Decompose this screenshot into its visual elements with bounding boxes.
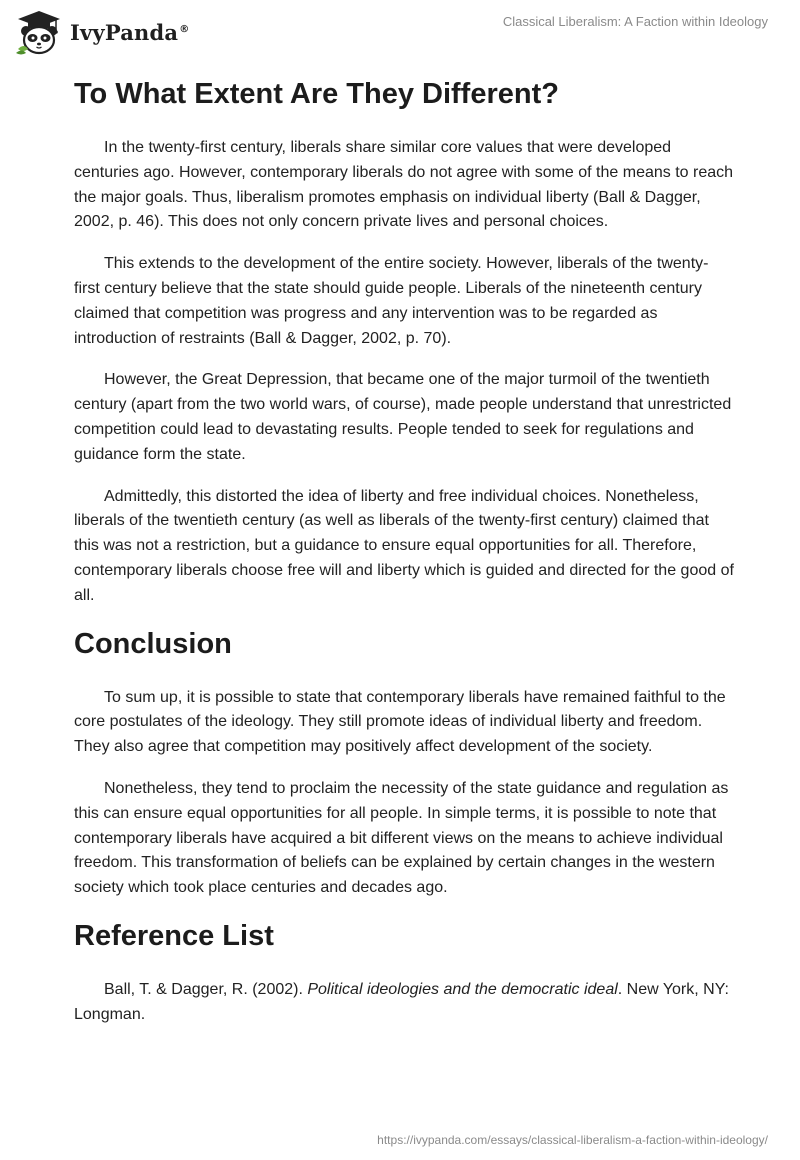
paragraph: However, the Great Depression, that became one of the major turmoil of the twentieth century (apart from the two world wars, of course), made people understand that unrestricted competition could lead to devastating results. People tended to seek for regulations and guidance form the state. — [74, 371, 732, 463]
source-url[interactable]: https://ivypanda.com/essays/classical-liberalism-a-faction-within-ideology/ — [377, 1133, 768, 1147]
essay-content — [74, 70, 734, 1028]
section-heading-references: Reference List — [74, 919, 274, 952]
paragraph: This extends to the development of the entire society. However, liberals of the twenty-first century believe that the state should guide people. Liberals of the nineteenth century claimed that competition was progress and any intervention was to be regarded as introduction of restraints (Ball & Dagger, 2002, p. 70). — [74, 255, 709, 347]
paragraph: To sum up, it is possible to state that contemporary liberals have remained faithful to the core postulates of the ideology. They still promote ideas of individual liberty and freedom. They also agree that competition may positively affect development of the society. — [74, 688, 726, 756]
paragraph: Admittedly, this distorted the idea of liberty and free individual choices. Nonetheless, liberals of the twentieth century (as well as liberals of the twenty-first century) claimed that this was not a restriction, but a guidance to ensure equal opportunities for all. Therefore, contemporary liberals choose free will and liberty which is guided and directed for the good of all. — [74, 487, 734, 604]
reference-entry: Ball, T. & Dagger, R. (2002). Political ideologies and the democratic ideal. New York, NY: Longman. — [74, 980, 729, 1023]
logo-wordmark: IvyPanda® — [70, 19, 190, 45]
document-title: Classical Liberalism: A Faction within Ideology — [502, 14, 768, 29]
paragraph: Nonetheless, they tend to proclaim the necessity of the state guidance and regulation as this can ensure equal opportunities for all people. In simple terms, it is possible to note that contemporary liberals have acquired a bit different views on the means to achieve individual freedom. This transformation of beliefs can be explained by certain changes in the western society which took place centuries and decades ago. — [74, 779, 729, 897]
ivypanda-logo[interactable] — [14, 8, 189, 56]
reference-title: Political ideologies and the democratic ideal — [307, 980, 618, 998]
page-header — [0, 0, 800, 60]
panda-logo-icon — [14, 9, 64, 55]
section-heading-differences: To What Extent Are They Different? — [74, 78, 559, 110]
paragraph: In the twenty-first century, liberals share similar core values that were developed centuries ago. However, contemporary liberals do not agree with some of the means to reach the major goals. Thus, liberalism promotes emphasis on individual liberty (Ball & Dagger, 2002, p. 46). This does not only concern private lives and personal choices. — [74, 139, 734, 231]
section-heading-conclusion: Conclusion — [74, 627, 232, 660]
